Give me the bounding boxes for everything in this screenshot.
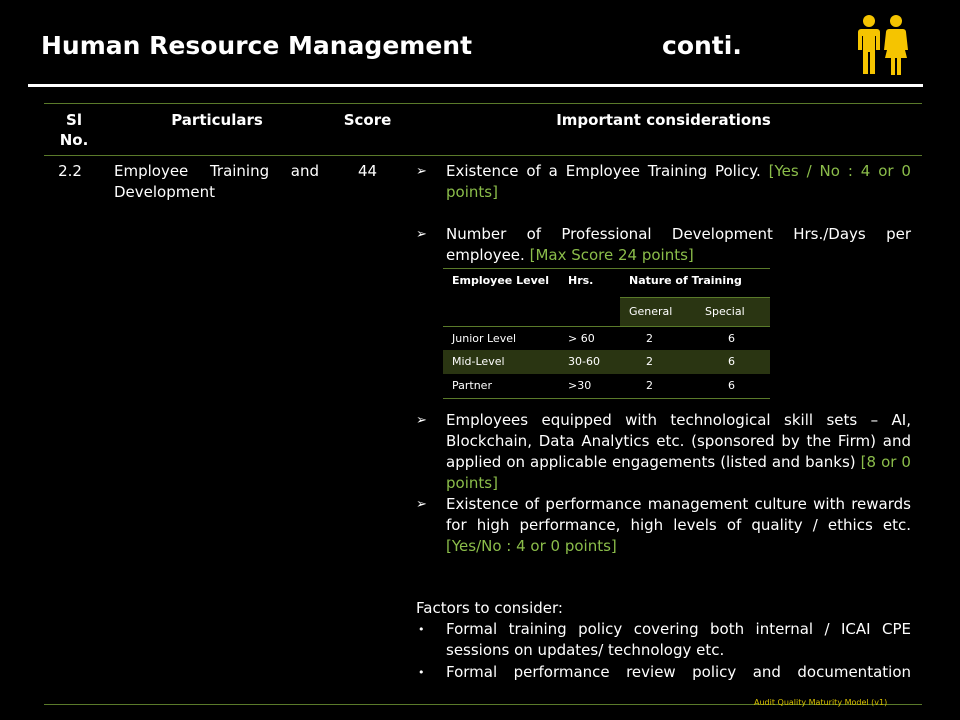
- arrow-bullet-icon: ➢: [416, 164, 427, 179]
- dot-bullet-icon: •: [418, 666, 425, 679]
- list-item: • Formal training policy covering both internal / ICAI CPE sessions on updates/ technology etc.: [418, 620, 911, 659]
- footer-text: Audit Quality Maturity Model (v1): [754, 698, 888, 707]
- list-item: ➢ Existence of a Employee Training Policy. [Yes / No : 4 or 0 points]: [416, 162, 911, 201]
- factors-heading: Factors to consider:: [416, 599, 563, 617]
- header-sl-no: Sl No.: [59, 111, 89, 149]
- people-icon: [856, 14, 910, 76]
- slide-title: [41, 31, 742, 60]
- arrow-bullet-icon: ➢: [416, 227, 427, 242]
- title-suffix: conti.: [662, 31, 742, 60]
- header-score: Score: [343, 111, 392, 129]
- considerations-list-bottom: [416, 410, 911, 557]
- table-row: Partner >30 2 6: [452, 379, 735, 392]
- table-row: Mid-Level 30-60 2 6: [443, 350, 770, 374]
- inner-header-hrs: Hrs.: [568, 274, 594, 287]
- list-item: ➢ Number of Professional Development Hrs./Days per employee. [Max Score 24 points]: [416, 225, 911, 264]
- header-particulars: Particulars: [171, 111, 263, 129]
- row-sl-no: 2.2: [58, 162, 82, 180]
- inner-header-nature: Nature of Training: [629, 274, 742, 287]
- title-rule: [28, 84, 923, 87]
- dot-bullet-icon: •: [418, 623, 425, 636]
- considerations-list-top: [416, 161, 911, 266]
- title-main: Human Resource Management: [41, 31, 473, 60]
- inner-header-general: General: [629, 305, 673, 318]
- header-considerations: Important considerations: [556, 111, 771, 129]
- list-item: ➢ Existence of performance management culture with rewards for high performance, high levels of quality / ethics etc. [Yes/No : 4 or 0 points]: [416, 495, 911, 555]
- table-row: Junior Level > 60 2 6: [452, 332, 735, 345]
- row-particulars: Employee Training and Development: [114, 162, 319, 201]
- list-item: ➢ Employees equipped with technological skill sets – AI, Blockchain, Data Analytics etc. (sponsored by the Firm) and applied on applicable engagements (listed and banks) [8 or 0 points]: [416, 411, 911, 492]
- inner-header-special: Special: [705, 305, 745, 318]
- arrow-bullet-icon: ➢: [416, 497, 427, 512]
- arrow-bullet-icon: ➢: [416, 413, 427, 428]
- table-header-rule: [44, 155, 922, 156]
- row-score: 44: [357, 162, 378, 180]
- table-top-rule: [44, 103, 922, 104]
- list-item: • Formal performance review policy and documentation: [418, 663, 911, 681]
- inner-header-level: Employee Level: [452, 274, 549, 287]
- factors-section: [416, 598, 911, 683]
